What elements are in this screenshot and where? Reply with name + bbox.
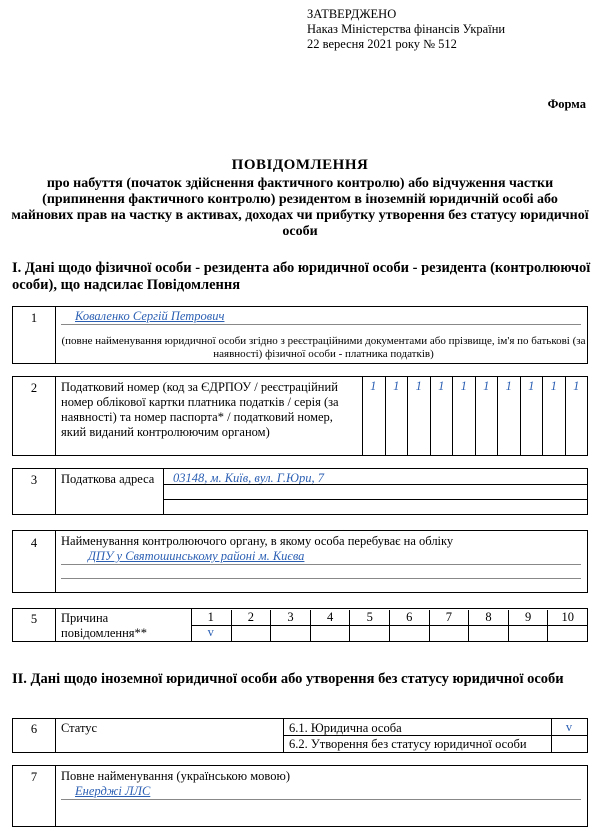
approval-block bbox=[307, 7, 505, 52]
reason-option-checkbox[interactable] bbox=[429, 625, 469, 641]
row-1-name-value[interactable]: Коваленко Сергій Петрович bbox=[75, 309, 225, 323]
status-option-legal-entity[interactable]: 6.1. Юридична особа bbox=[289, 721, 402, 735]
reason-option-checkbox[interactable] bbox=[508, 625, 548, 641]
tax-number-digit[interactable]: 1 bbox=[430, 377, 453, 455]
tax-number-digit[interactable]: 1 bbox=[542, 377, 565, 455]
reason-option-checkbox[interactable] bbox=[270, 625, 310, 641]
form-label: Форма bbox=[547, 97, 586, 111]
row-2-number: 2 bbox=[30, 381, 38, 395]
row-4-authority-value[interactable]: ДПУ у Святошинському районі м. Києва bbox=[88, 549, 305, 563]
reason-option-number: 5 bbox=[349, 610, 389, 625]
row-1-hint: (повне найменування юридичної особи згідно з реєстраційними документами або прізвище, ім'я по батькові (за наявності) фізичної особи - платника податків) bbox=[61, 335, 586, 360]
approval-line-1: ЗАТВЕРДЖЕНО bbox=[307, 7, 397, 21]
row-7-name-value[interactable]: Енерджі ЛЛС bbox=[75, 784, 151, 798]
row-5-box bbox=[12, 608, 588, 642]
row-3-box bbox=[12, 468, 588, 515]
reason-option-number: 2 bbox=[231, 610, 271, 625]
reason-option-number: 1 bbox=[207, 610, 214, 624]
row-6-number: 6 bbox=[30, 722, 38, 736]
section-2-heading: ІІ. Дані щодо іноземної юридичної особи або утворення без статусу юридичної особи bbox=[12, 671, 564, 687]
row-1-number: 1 bbox=[30, 311, 38, 325]
row-7-box bbox=[12, 765, 588, 827]
row-2-label: Податковий номер (код за ЄДРПОУ / реєстраційний номер облікової картки платника податків / серія (за наявності) та номер паспорта* / податковий номер, який виданий контролюючим органом) bbox=[61, 380, 339, 439]
status-option-unincorporated[interactable]: 6.2. Утворення без статусу юридичної особи bbox=[289, 737, 527, 751]
reason-option-checkbox[interactable] bbox=[310, 625, 350, 641]
reason-option-number: 4 bbox=[310, 610, 350, 625]
row-4-number: 4 bbox=[30, 536, 38, 550]
row-6-box bbox=[12, 718, 588, 753]
row-1-box bbox=[12, 306, 588, 364]
reason-option-number: 6 bbox=[389, 610, 429, 625]
status-option-2-checkbox[interactable] bbox=[551, 737, 587, 751]
tax-number-digit[interactable]: 1 bbox=[407, 377, 430, 455]
row-7-number: 7 bbox=[30, 770, 38, 784]
tax-number-digit[interactable]: 1 bbox=[385, 377, 408, 455]
reason-option-checkbox[interactable]: v bbox=[207, 625, 214, 639]
row-3-label: Податкова адреса bbox=[61, 472, 155, 486]
row-5-number: 5 bbox=[30, 612, 38, 626]
row-3-address-value[interactable]: 03148, м. Київ, вул. Г.Юри, 7 bbox=[173, 471, 324, 485]
document-title: ПОВІДОМЛЕННЯ bbox=[231, 157, 369, 173]
row-3-number: 3 bbox=[30, 473, 38, 487]
tax-number-digit[interactable]: 1 bbox=[520, 377, 543, 455]
reason-cells[interactable] bbox=[191, 609, 587, 641]
reason-option-number: 3 bbox=[270, 610, 310, 625]
row-6-label: Статус bbox=[61, 721, 98, 735]
row-2-box bbox=[12, 376, 588, 456]
tax-number-cells[interactable] bbox=[362, 377, 587, 455]
tax-number-digit[interactable]: 1 bbox=[475, 377, 498, 455]
reason-option-checkbox[interactable] bbox=[231, 625, 271, 641]
row-5-label: Причина повідомлення** bbox=[61, 611, 148, 640]
status-option-1-checkmark[interactable]: v bbox=[565, 720, 573, 734]
reason-option-number: 8 bbox=[468, 610, 508, 625]
reason-option-checkbox[interactable] bbox=[389, 625, 429, 641]
reason-option-number: 7 bbox=[429, 610, 469, 625]
tax-number-digit[interactable]: 1 bbox=[565, 377, 588, 455]
tax-number-digit[interactable]: 1 bbox=[497, 377, 520, 455]
approval-line-3: 22 вересня 2021 року № 512 bbox=[307, 37, 457, 51]
reason-option-checkbox[interactable] bbox=[547, 625, 587, 641]
document-subtitle: про набуття (початок здійснення фактичного контролю) або відчуження частки (припинення фактичного контролю) резидентом в іноземній юридичній особі або майнових прав на частку в активах, доходах чи прибутку утворення без статусу юридичної особи bbox=[11, 176, 589, 239]
reason-option-checkbox[interactable] bbox=[349, 625, 389, 641]
tax-number-digit[interactable]: 1 bbox=[452, 377, 475, 455]
row-4-label: Найменування контролюючого органу, в якому особа перебуває на обліку bbox=[61, 534, 454, 548]
reason-option-number: 9 bbox=[508, 610, 548, 625]
reason-option-number: 10 bbox=[547, 610, 587, 625]
row-4-box bbox=[12, 530, 588, 593]
section-1-heading: І. Дані щодо фізичної особи - резидента або юридичної особи - резидента (контролюючої особи), що надсилає Повідомлення bbox=[12, 260, 591, 293]
approval-line-2: Наказ Міністерства фінансів України bbox=[307, 22, 506, 36]
row-7-label: Повне найменування (українською мовою) bbox=[61, 769, 290, 783]
tax-number-digit[interactable]: 1 bbox=[370, 379, 377, 393]
reason-option-checkbox[interactable] bbox=[468, 625, 508, 641]
